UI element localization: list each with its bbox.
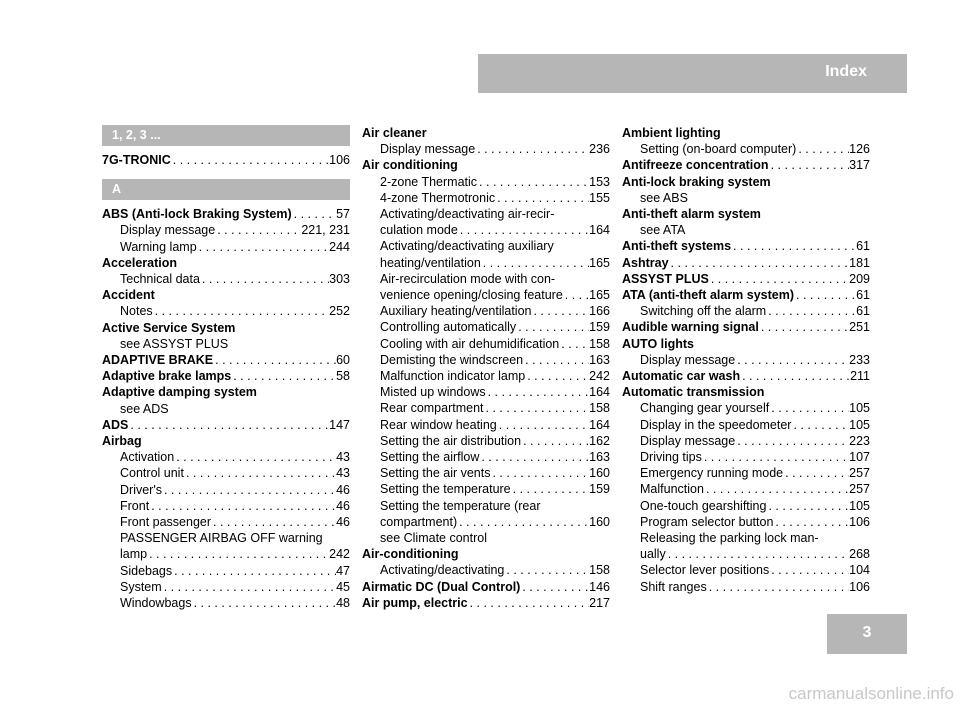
entry-label: Setting the air vents [380, 466, 491, 481]
index-entry [102, 368, 350, 384]
entry-label: Emergency running mode [640, 466, 784, 481]
page-reference: 252 [329, 304, 350, 319]
index-subentry [362, 465, 610, 481]
page-reference: 146 [589, 579, 610, 594]
index-heading: Accident [102, 288, 155, 303]
entry-label: ASSYST PLUS [622, 271, 709, 286]
index-subentry [362, 481, 610, 497]
index-subentry [102, 465, 350, 481]
dot-leader [197, 239, 329, 255]
entry-label: Front passenger [120, 515, 212, 530]
dot-leader [495, 190, 589, 206]
index-entry [622, 319, 870, 335]
index-subentry-text: Setting the temperature (rear [380, 498, 541, 513]
entry-label: Control unit [120, 466, 184, 481]
page-reference: 164 [589, 417, 610, 432]
page-reference: 155 [589, 190, 610, 205]
index-subentry [622, 514, 870, 530]
page-reference: 105 [849, 401, 870, 416]
dot-leader [702, 449, 849, 465]
dot-leader [211, 514, 336, 530]
page-reference: 251 [849, 320, 870, 335]
dot-leader [791, 417, 849, 433]
dot-leader [669, 255, 850, 271]
index-subentry [102, 579, 350, 595]
index-subentry [622, 562, 870, 578]
dot-leader [511, 481, 590, 497]
index-subentry [622, 352, 870, 368]
index-column-1 [102, 125, 350, 611]
dot-leader [479, 449, 589, 465]
entry-label: ABS (Anti-lock Braking System) [102, 207, 292, 222]
dot-leader [766, 303, 856, 319]
page-number-tab [827, 614, 907, 654]
page-reference: 48 [336, 596, 350, 611]
index-subentry [362, 174, 610, 190]
page-reference: 163 [589, 352, 610, 367]
index-entry [102, 352, 350, 368]
index-heading: Ambient lighting [622, 126, 721, 140]
spacer [102, 168, 350, 179]
index-subentry [102, 239, 350, 255]
page-reference: 106 [329, 153, 350, 167]
entry-label: Technical data [120, 272, 200, 287]
index-subentry-text: Air-recirculation mode with con- [380, 271, 556, 286]
index-subentry [102, 563, 350, 579]
index-subentry [362, 141, 610, 157]
entry-label: Automatic car wash [622, 369, 741, 384]
page-reference: 181 [849, 255, 870, 270]
entry-label: Display in the speedometer [640, 417, 792, 432]
index-subentry-text: PASSENGER AIRBAG OFF warning [120, 531, 323, 546]
dot-leader [666, 546, 849, 562]
index-subentry [622, 579, 870, 595]
dot-leader [769, 562, 849, 578]
index-subentry [362, 287, 610, 303]
entry-label: Front [120, 498, 150, 513]
dot-leader [773, 514, 849, 530]
index-subentry [362, 190, 610, 206]
index-subentry [362, 400, 610, 416]
dot-leader [292, 206, 336, 222]
entry-label: Setting (on-board computer) [640, 142, 797, 157]
entry-label: Adaptive brake lamps [102, 369, 232, 384]
dot-leader [481, 255, 589, 271]
index-subentry [622, 417, 870, 433]
entry-label: ADAPTIVE BRAKE [102, 353, 214, 368]
page-reference: 162 [589, 433, 610, 448]
index-subentry [622, 465, 870, 481]
index-subentry-text: see Climate control [380, 531, 487, 546]
index-subentry [362, 368, 610, 384]
dot-leader [796, 141, 849, 157]
entry-label: Switching off the alarm [640, 304, 767, 319]
index-subentry-text: see ATA [640, 223, 686, 238]
page-reference: 209 [849, 271, 870, 286]
entry-label: Anti-theft systems [622, 239, 732, 254]
page-reference: 223 [849, 433, 870, 448]
dot-leader [486, 384, 590, 400]
page-reference: 163 [589, 450, 610, 465]
dot-leader [497, 417, 589, 433]
entry-label: Rear window heating [380, 417, 497, 432]
page-reference: 166 [589, 304, 610, 319]
entry-label: Display message [640, 352, 736, 367]
entry-label: Windowbags [120, 596, 192, 611]
index-subentry [622, 303, 870, 319]
index-subentry [102, 595, 350, 611]
entry-label: heating/ventilation [380, 255, 481, 270]
entry-label: Notes [120, 304, 153, 319]
index-column-3 [622, 125, 870, 595]
dot-leader [162, 579, 336, 595]
page-reference: 47 [336, 563, 350, 578]
index-subentry [102, 222, 350, 238]
dot-leader [213, 352, 336, 368]
dot-leader [563, 287, 589, 303]
page-reference: 160 [589, 514, 610, 529]
dot-leader [704, 481, 849, 497]
index-subentry [362, 303, 610, 319]
entry-label: Audible warning signal [622, 320, 759, 335]
dot-leader [783, 465, 849, 481]
entry-label: Sidebags [120, 563, 173, 578]
dot-leader [707, 579, 849, 595]
index-subentry-text: Activating/deactivating auxiliary [380, 239, 554, 254]
index-subentry [362, 336, 610, 352]
dot-leader [523, 352, 589, 368]
dot-leader [174, 449, 336, 465]
index-subentry-text: see ASSYST PLUS [120, 336, 229, 351]
page-reference: 317 [849, 158, 870, 173]
entry-label: 4-zone Thermotronic [380, 190, 496, 205]
entry-label: Driver's [120, 482, 162, 497]
page-reference: 153 [589, 174, 610, 189]
page-reference: 242 [589, 369, 610, 384]
page-reference: 164 [589, 223, 610, 238]
dot-leader [769, 157, 850, 173]
section-header: 1, 2, 3 ... [102, 125, 350, 146]
entry-label: Antifreeze concentration [622, 158, 769, 173]
index-heading: Acceleration [102, 255, 178, 270]
page-reference: 257 [849, 482, 870, 497]
index-subentry [622, 400, 870, 416]
entry-label: ATA (anti-theft alarm system) [622, 288, 795, 303]
dot-leader [735, 433, 849, 449]
page-reference: 46 [336, 482, 350, 497]
index-subentry [102, 482, 350, 498]
index-heading: Air-conditioning [362, 547, 459, 562]
index-column-2 [362, 125, 610, 611]
dot-leader [215, 222, 301, 238]
entry-label: 2-zone Thermatic [380, 174, 478, 189]
entry-label: Display message [380, 142, 476, 157]
page-reference: 268 [849, 547, 870, 562]
index-entry [362, 595, 610, 611]
entry-label: Display message [120, 223, 216, 238]
dot-leader [731, 238, 856, 254]
dot-leader [521, 433, 589, 449]
page-reference: 233 [849, 352, 870, 367]
entry-label: Activation [120, 450, 175, 465]
dot-leader [231, 368, 336, 384]
entry-label: Activating/deactivating [380, 563, 505, 578]
dot-leader [504, 562, 589, 578]
index-subentry [362, 433, 610, 449]
dot-leader [172, 563, 336, 579]
dot-leader [477, 174, 589, 190]
entry-label: ually [640, 547, 666, 562]
index-subentry [102, 514, 350, 530]
index-subentry [622, 498, 870, 514]
entry-label: Setting the temperature [380, 482, 511, 497]
watermark: carmanualsonline.info [788, 684, 954, 703]
index-subentry [102, 498, 350, 514]
entry-label: Ashtray [622, 255, 669, 270]
page-reference: 126 [849, 142, 870, 157]
entry-label: Program selector button [640, 514, 774, 529]
index-heading: AUTO lights [622, 336, 694, 351]
index-subentry [622, 546, 870, 562]
index-subentry [362, 319, 610, 335]
section-header: A [102, 179, 350, 200]
dot-leader [709, 271, 849, 287]
page-reference: 58 [336, 369, 350, 384]
page-reference: 159 [589, 482, 610, 497]
page-reference: 61 [856, 288, 870, 303]
entry-label: compartment) [380, 514, 458, 529]
entry-label: Malfunction indicator lamp [380, 369, 526, 384]
dot-leader [531, 303, 589, 319]
index-heading: Anti-lock braking system [622, 174, 771, 189]
page-reference: 43 [336, 466, 350, 481]
page-reference: 158 [589, 401, 610, 416]
index-subentry [362, 255, 610, 271]
dot-leader [184, 465, 336, 481]
entry-label: lamp [120, 547, 148, 562]
entry-label: Setting the air distribution [380, 433, 522, 448]
dot-leader [735, 352, 849, 368]
index-subentry [362, 449, 610, 465]
index-heading: Active Service System [102, 320, 236, 335]
dot-leader [192, 595, 337, 611]
index-subentry [362, 514, 610, 530]
page-reference: 303 [329, 272, 350, 287]
page-reference: 106 [849, 579, 870, 594]
entry-label: Controlling automatically [380, 320, 517, 335]
dot-leader [149, 498, 336, 514]
page-reference: 104 [849, 563, 870, 578]
dot-leader [484, 400, 590, 416]
page-reference: 244 [329, 239, 350, 254]
index-subentry [622, 141, 870, 157]
entry-label: Shift ranges [640, 579, 707, 594]
dot-leader [153, 303, 329, 319]
entry-label: Setting the airflow [380, 450, 480, 465]
dot-leader [759, 319, 849, 335]
entry-label: culation mode [380, 223, 458, 238]
page-reference: 107 [849, 450, 870, 465]
page-reference: 105 [849, 417, 870, 432]
entry-label: Misted up windows [380, 385, 486, 400]
entry-label: Air pump, electric [362, 595, 468, 610]
index-entry [622, 238, 870, 254]
index-subentry [362, 417, 610, 433]
index-entry [102, 152, 350, 168]
page-reference: 158 [589, 563, 610, 578]
index-subentry [362, 352, 610, 368]
entry-label: Auxiliary heating/ventilation [380, 304, 532, 319]
dot-leader [458, 222, 589, 238]
index-entry [622, 368, 870, 384]
entry-label: Cooling with air dehumidification [380, 336, 560, 351]
dot-leader [200, 271, 329, 287]
dot-leader [468, 595, 590, 611]
entry-label: Airmatic DC (Dual Control) [362, 579, 521, 594]
page-reference: 165 [589, 255, 610, 270]
page-reference: 57 [336, 207, 350, 222]
index-subentry-text: see ABS [640, 190, 688, 205]
page-reference: 159 [589, 320, 610, 335]
entry-label: Selector lever positions [640, 563, 770, 578]
page-reference: 211 [850, 369, 870, 384]
index-subentry [102, 271, 350, 287]
index-subentry [102, 449, 350, 465]
page-reference: 217 [589, 595, 610, 610]
index-heading: Anti-theft alarm system [622, 207, 761, 222]
dot-leader [128, 417, 329, 433]
index-entry [622, 271, 870, 287]
page-reference: 158 [589, 336, 610, 351]
page-reference: 221, 231 [301, 223, 350, 238]
entry-label: Rear compartment [380, 401, 484, 416]
entry-label: Warning lamp [120, 239, 197, 254]
index-subentry [622, 449, 870, 465]
page-reference: 46 [336, 515, 350, 530]
entry-label: Demisting the windscreen [380, 352, 524, 367]
index-subentry [102, 303, 350, 319]
index-header-tab [478, 54, 907, 93]
index-entry [622, 287, 870, 303]
index-subentry-text: Activating/deactivating air-recir- [380, 207, 555, 222]
entry-label: Changing gear yourself [640, 401, 770, 416]
dot-leader [525, 368, 589, 384]
index-heading: Automatic transmission [622, 385, 765, 400]
entry-label: 7G-TRONIC [102, 153, 171, 167]
entry-label: ADS [102, 417, 129, 432]
index-entry [622, 255, 870, 271]
entry-label: One-touch gearshifting [640, 498, 767, 513]
page-reference: 43 [336, 450, 350, 465]
page-number: 3 [862, 624, 872, 641]
dot-leader [516, 319, 589, 335]
page-reference: 257 [849, 466, 870, 481]
index-subentry [622, 481, 870, 497]
index-subentry [622, 433, 870, 449]
dot-leader [520, 579, 589, 595]
dot-leader [171, 152, 329, 168]
page-reference: 61 [856, 304, 870, 319]
dot-leader [162, 482, 336, 498]
page-reference: 160 [589, 466, 610, 481]
page-reference: 60 [336, 353, 350, 368]
index-entry [102, 206, 350, 222]
page-reference: 242 [329, 547, 350, 562]
entry-label: Malfunction [640, 482, 704, 497]
page-reference: 147 [329, 417, 350, 432]
index-subentry [362, 384, 610, 400]
index-entry [102, 417, 350, 433]
index-subentry [362, 222, 610, 238]
page-reference: 164 [589, 385, 610, 400]
index-subentry-text: see ADS [120, 401, 169, 416]
dot-leader [794, 287, 856, 303]
dot-leader [766, 498, 849, 514]
page-reference: 165 [589, 288, 610, 303]
index-heading: Airbag [102, 434, 142, 449]
dot-leader [475, 141, 589, 157]
index-entry [622, 157, 870, 173]
entry-label: Display message [640, 433, 736, 448]
index-heading: Adaptive damping system [102, 385, 257, 400]
index-header-label: Index [825, 63, 867, 80]
index-subentry [102, 546, 350, 562]
index-heading: Air cleaner [362, 126, 427, 140]
dot-leader [457, 514, 589, 530]
page-reference: 105 [849, 498, 870, 513]
index-subentry [362, 562, 610, 578]
page-reference: 106 [849, 514, 870, 529]
index-subentry-text: Releasing the parking lock man- [640, 531, 819, 546]
entry-label: System [120, 579, 162, 594]
page-reference: 45 [336, 579, 350, 594]
page-reference: 236 [589, 142, 610, 157]
page-reference: 46 [336, 498, 350, 513]
dot-leader [769, 400, 849, 416]
dot-leader [740, 368, 850, 384]
index-heading: Air conditioning [362, 158, 458, 173]
dot-leader [490, 465, 589, 481]
entry-label: Driving tips [640, 450, 702, 465]
page-reference: 61 [856, 239, 870, 254]
index-entry [362, 579, 610, 595]
dot-leader [147, 546, 329, 562]
dot-leader [559, 336, 589, 352]
entry-label: venience opening/closing feature [380, 288, 563, 303]
